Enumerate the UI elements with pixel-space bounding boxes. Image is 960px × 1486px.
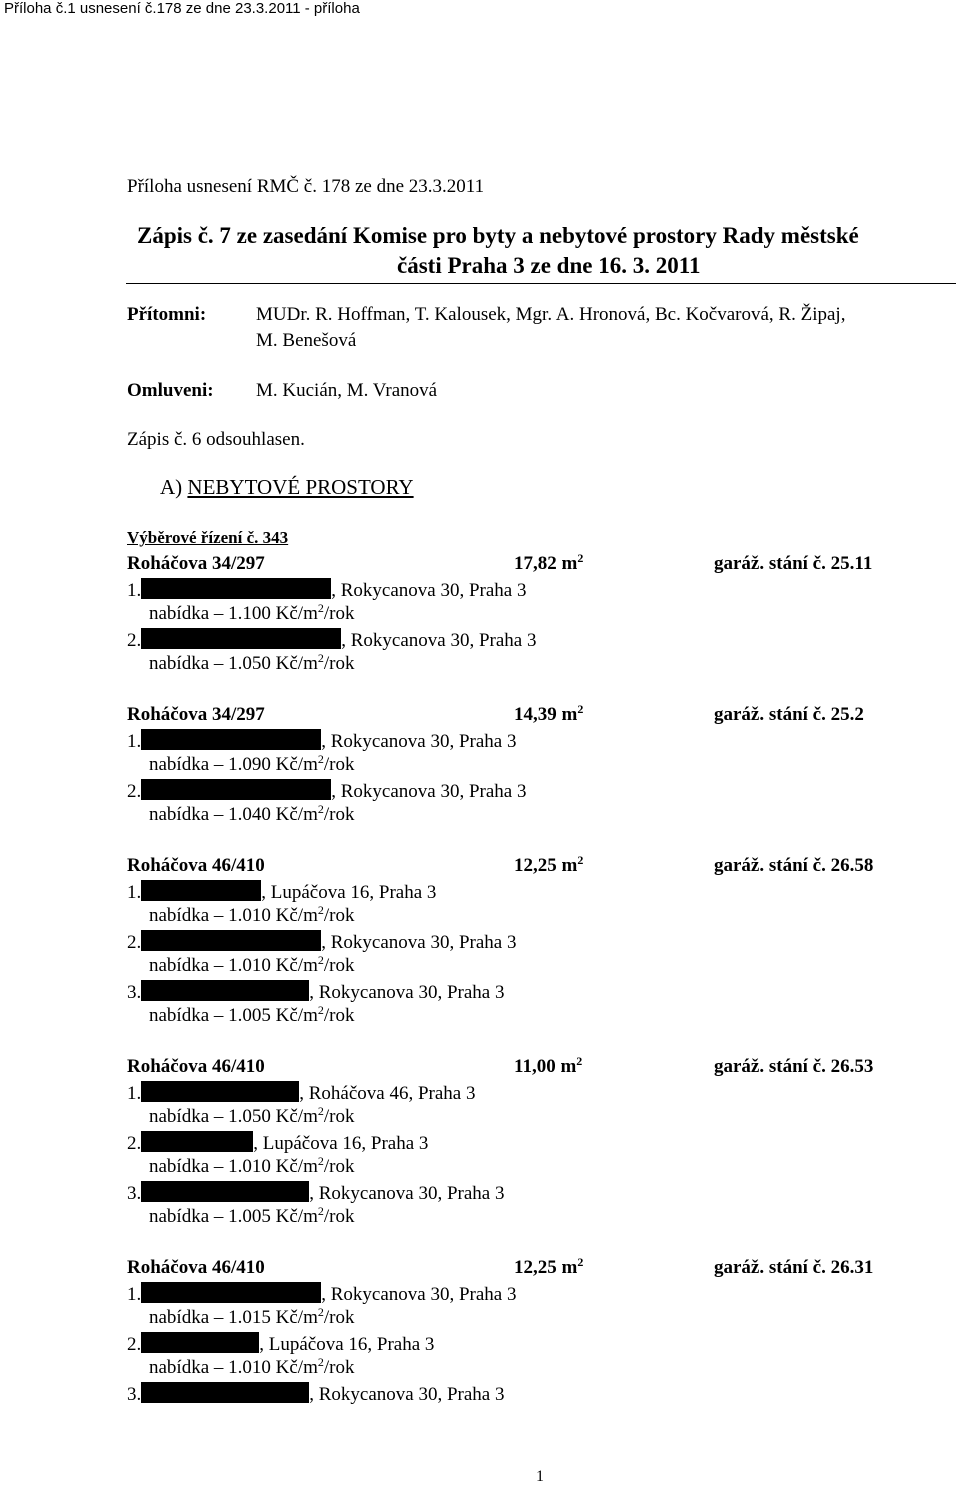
- price-unit-exponent: 2: [317, 1154, 324, 1168]
- offer-price: 1.100: [228, 603, 271, 624]
- price-unit: Kč/m: [275, 905, 318, 926]
- redacted-name-block: [141, 1131, 253, 1152]
- parking-spot-number: garáž. stání č. 25.11: [714, 553, 873, 574]
- bidder-address: , Rokycanova 30, Praha 3: [309, 982, 505, 1003]
- bid-offer: [149, 754, 354, 776]
- price-period: /rok: [323, 1357, 355, 1378]
- price-unit-exponent: 2: [317, 752, 324, 766]
- bidder-order: 2.: [127, 630, 142, 651]
- document-title-line-1: Zápis č. 7 ze zasedání Komise pro byty a nebytové prostory Rady městské: [137, 223, 859, 248]
- bid-offer: [149, 955, 354, 977]
- property-row: [127, 855, 917, 879]
- bidder-address: , Lupáčova 16, Praha 3: [253, 1133, 429, 1154]
- price-unit: Kč/m: [275, 1156, 318, 1177]
- bidder-line: [127, 880, 436, 904]
- document-title-line-2: části Praha 3 ze dne 16. 3. 2011: [397, 253, 701, 278]
- bidder-line: [127, 980, 504, 1004]
- bidder-address: , Rokycanova 30, Praha 3: [331, 781, 527, 802]
- redacted-name-block: [141, 578, 331, 599]
- section-heading: [160, 475, 414, 500]
- redacted-name-block: [141, 930, 321, 951]
- bidder-address: , Rokycanova 30, Praha 3: [309, 1183, 505, 1204]
- present-label: Přítomni:: [127, 304, 207, 325]
- price-unit-exponent: 2: [317, 1204, 324, 1218]
- bid-offer: [149, 603, 354, 625]
- present-names-line-2: M. Benešová: [256, 330, 357, 351]
- bidder-order: 3.: [127, 1384, 142, 1405]
- offer-label: nabídka –: [149, 1005, 224, 1026]
- offer-label: nabídka –: [149, 1106, 224, 1127]
- price-period: /rok: [323, 1005, 355, 1026]
- price-period: /rok: [323, 1206, 355, 1227]
- parking-spot-number: garáž. stání č. 26.31: [714, 1257, 874, 1278]
- price-unit: Kč/m: [275, 1206, 318, 1227]
- price-unit: Kč/m: [275, 603, 318, 624]
- price-unit-exponent: 2: [317, 1355, 324, 1369]
- bidder-order: 3.: [127, 982, 142, 1003]
- bidder-line: [127, 779, 526, 803]
- bid-offer: [149, 1005, 354, 1027]
- bid-offer: [149, 653, 354, 675]
- price-period: /rok: [323, 955, 355, 976]
- property-area: 12,25 $m^2$: [514, 853, 584, 876]
- title-underline-rule: [126, 283, 956, 284]
- redacted-name-block: [141, 1081, 299, 1102]
- bidder-line: [127, 578, 526, 602]
- bidder-address: , Rokycanova 30, Praha 3: [321, 1284, 517, 1305]
- property-row: [127, 704, 917, 728]
- minutes-approved-note: Zápis č. 6 odsouhlasen.: [127, 429, 305, 450]
- price-period: /rok: [323, 905, 355, 926]
- price-period: /rok: [323, 754, 355, 775]
- price-unit: Kč/m: [275, 1307, 318, 1328]
- offer-price: 1.010: [228, 955, 271, 976]
- bidder-order: 3.: [127, 1183, 142, 1204]
- bidder-line: [127, 1181, 504, 1205]
- offer-label: nabídka –: [149, 653, 224, 674]
- price-period: /rok: [323, 1156, 355, 1177]
- price-period: /rok: [323, 804, 355, 825]
- redacted-name-block: [141, 628, 341, 649]
- bidder-order: 1.: [127, 882, 142, 903]
- price-unit: Kč/m: [275, 804, 318, 825]
- bid-offer: [149, 1206, 354, 1228]
- redacted-name-block: [141, 1282, 321, 1303]
- bidder-order: 2.: [127, 1334, 142, 1355]
- property-row: [127, 1056, 917, 1080]
- bidder-address: , Roháčova 46, Praha 3: [299, 1083, 476, 1104]
- bid-offer: [149, 1307, 354, 1329]
- parking-spot-number: garáž. stání č. 25.2: [714, 704, 864, 725]
- bidder-address: , Rokycanova 30, Praha 3: [321, 731, 517, 752]
- offer-label: nabídka –: [149, 1206, 224, 1227]
- price-unit: Kč/m: [275, 754, 318, 775]
- price-unit: Kč/m: [275, 1357, 318, 1378]
- bidder-address: , Lupáčova 16, Praha 3: [261, 882, 437, 903]
- price-period: /rok: [323, 603, 355, 624]
- offer-price: 1.050: [228, 653, 271, 674]
- property-area: 17,82 $m^2$: [514, 551, 584, 574]
- property-area: 14,39 $m^2$: [514, 702, 584, 725]
- section-title: NEBYTOVÉ PROSTORY: [187, 475, 414, 499]
- offer-price: 1.050: [228, 1106, 271, 1127]
- document-header-note: Příloha č.1 usnesení č.178 ze dne 23.3.2011 - příloha: [4, 0, 360, 17]
- offer-label: nabídka –: [149, 955, 224, 976]
- offer-label: nabídka –: [149, 1156, 224, 1177]
- excused-label: Omluveni:: [127, 380, 214, 401]
- price-unit-exponent: 2: [317, 903, 324, 917]
- bidder-address: , Rokycanova 30, Praha 3: [321, 932, 517, 953]
- section-prefix: A): [160, 475, 183, 499]
- redacted-name-block: [141, 729, 321, 750]
- offer-label: nabídka –: [149, 804, 224, 825]
- bidder-line: [127, 1131, 428, 1155]
- bidder-order: 2.: [127, 1133, 142, 1154]
- price-period: /rok: [323, 1106, 355, 1127]
- bidder-line: [127, 729, 516, 753]
- bidder-order: 1.: [127, 1284, 142, 1305]
- bid-offer: [149, 1357, 354, 1379]
- bidder-order: 2.: [127, 781, 142, 802]
- redacted-name-block: [141, 980, 309, 1001]
- property-address: Roháčova 46/410: [127, 1056, 265, 1077]
- bidder-address: , Lupáčova 16, Praha 3: [259, 1334, 435, 1355]
- offer-price: 1.090: [228, 754, 271, 775]
- property-address: Roháčova 34/297: [127, 704, 265, 725]
- bidder-order: 1.: [127, 1083, 142, 1104]
- offer-label: nabídka –: [149, 905, 224, 926]
- price-unit-exponent: 2: [317, 1305, 324, 1319]
- price-unit-exponent: 2: [317, 1003, 324, 1017]
- page-number: 1: [536, 1468, 544, 1485]
- price-period: /rok: [323, 1307, 355, 1328]
- property-area: 12,25 $m^2$: [514, 1255, 584, 1278]
- bid-offer: [149, 1156, 354, 1178]
- bidder-address: , Rokycanova 30, Praha 3: [309, 1384, 505, 1405]
- present-names-line-1: MUDr. R. Hoffman, T. Kalousek, Mgr. A. Hronová, Bc. Kočvarová, R. Žipaj,: [256, 304, 846, 325]
- price-unit: Kč/m: [275, 955, 318, 976]
- bid-offer: [149, 804, 354, 826]
- price-unit-exponent: 2: [317, 953, 324, 967]
- price-unit: Kč/m: [275, 1106, 318, 1127]
- bidder-order: 1.: [127, 580, 142, 601]
- property-address: Roháčova 46/410: [127, 1257, 265, 1278]
- bid-offer: [149, 905, 354, 927]
- offer-label: nabídka –: [149, 1307, 224, 1328]
- property-address: Roháčova 46/410: [127, 855, 265, 876]
- price-unit-exponent: 2: [317, 1104, 324, 1118]
- redacted-name-block: [141, 880, 261, 901]
- bidder-address: , Rokycanova 30, Praha 3: [331, 580, 527, 601]
- offer-price: 1.010: [228, 1357, 271, 1378]
- bidder-order: 1.: [127, 731, 142, 752]
- offer-price: 1.005: [228, 1206, 271, 1227]
- excused-names: M. Kucián, M. Vranová: [256, 380, 438, 401]
- tender-number: Výběrové řízení č. 343: [127, 528, 289, 547]
- offer-label: nabídka –: [149, 603, 224, 624]
- bidder-line: [127, 1382, 504, 1406]
- price-unit-exponent: 2: [317, 802, 324, 816]
- offer-price: 1.010: [228, 1156, 271, 1177]
- price-unit-exponent: 2: [317, 651, 324, 665]
- bid-offer: [149, 1106, 354, 1128]
- offer-price: 1.005: [228, 1005, 271, 1026]
- bidder-line: [127, 628, 536, 652]
- offer-price: 1.010: [228, 905, 271, 926]
- property-row: [127, 553, 917, 577]
- property-row: [127, 1257, 917, 1281]
- resolution-reference: Příloha usnesení RMČ č. 178 ze dne 23.3.2011: [127, 176, 485, 197]
- bidder-line: [127, 1282, 516, 1306]
- offer-price: 1.015: [228, 1307, 271, 1328]
- price-unit: Kč/m: [275, 1005, 318, 1026]
- parking-spot-number: garáž. stání č. 26.58: [714, 855, 874, 876]
- price-period: /rok: [323, 653, 355, 674]
- price-unit: Kč/m: [275, 653, 318, 674]
- property-address: Roháčova 34/297: [127, 553, 265, 574]
- bidder-order: 2.: [127, 932, 142, 953]
- price-unit-exponent: 2: [317, 601, 324, 615]
- redacted-name-block: [141, 1382, 309, 1403]
- bidder-address: , Rokycanova 30, Praha 3: [341, 630, 537, 651]
- property-area: 11,00 $m^2$: [514, 1054, 583, 1077]
- bidder-line: [127, 1081, 475, 1105]
- offer-label: nabídka –: [149, 1357, 224, 1378]
- offer-price: 1.040: [228, 804, 271, 825]
- parking-spot-number: garáž. stání č. 26.53: [714, 1056, 874, 1077]
- bidder-line: [127, 1332, 434, 1356]
- redacted-name-block: [141, 779, 331, 800]
- redacted-name-block: [141, 1181, 309, 1202]
- offer-label: nabídka –: [149, 754, 224, 775]
- redacted-name-block: [141, 1332, 259, 1353]
- bidder-line: [127, 930, 516, 954]
